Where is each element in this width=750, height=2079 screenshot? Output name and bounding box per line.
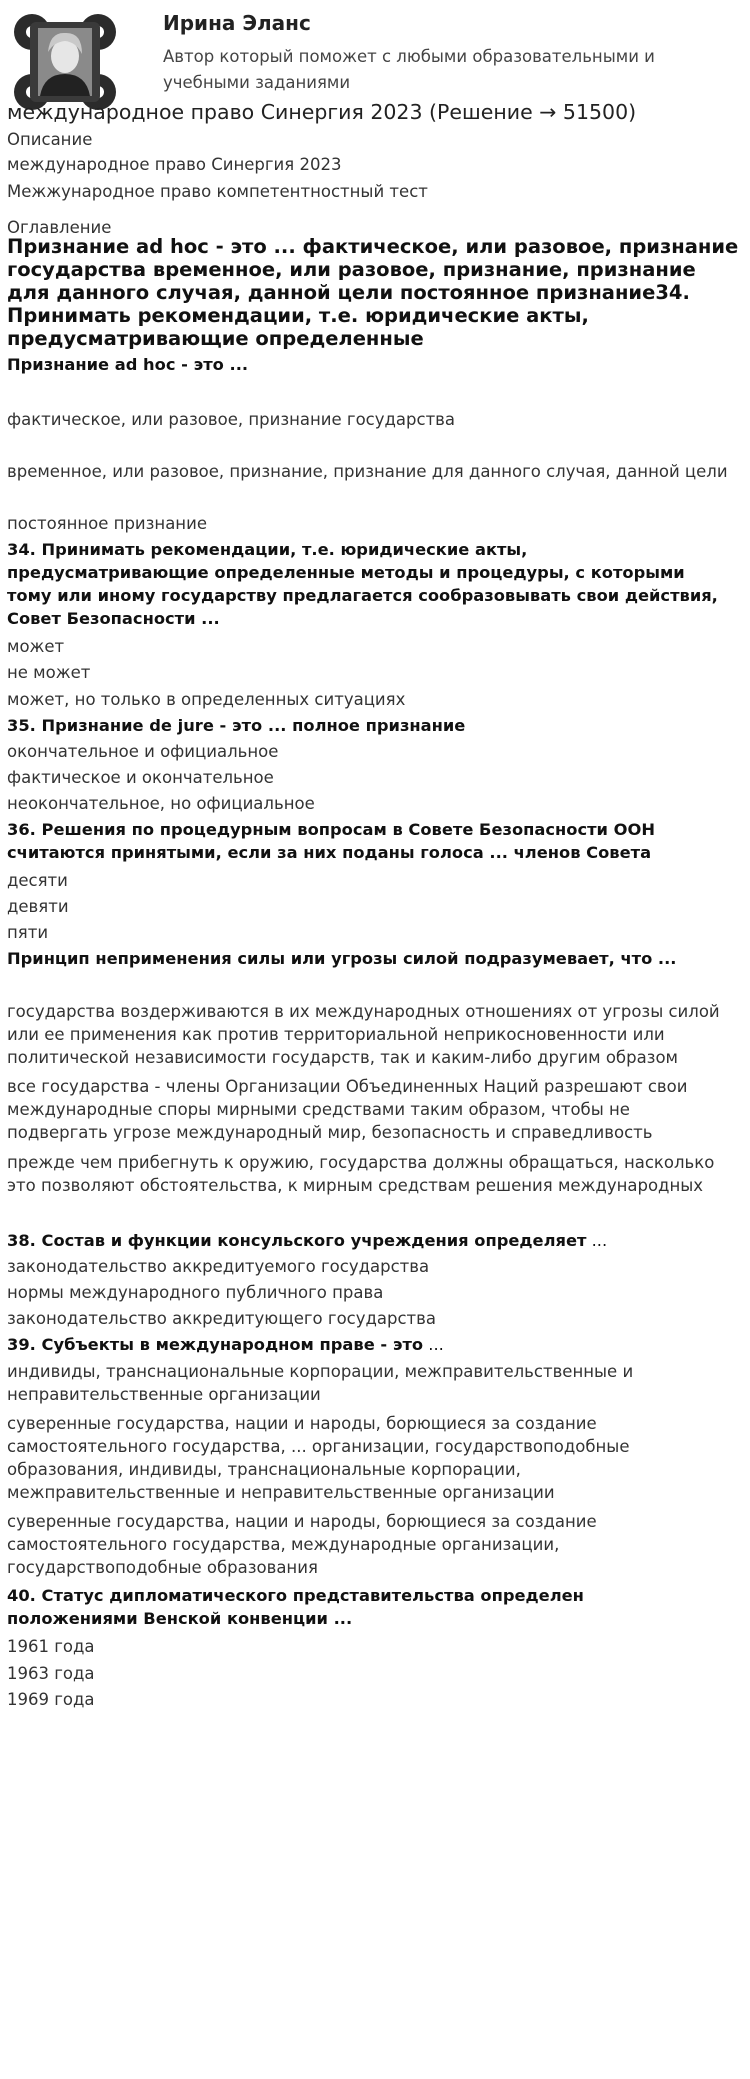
question: считаются принятыми, если за них поданы голоса ... членов Совета [7,843,652,862]
question: 40. Статус дипломатического представительства определен [7,1586,584,1605]
answer-option: окончательное и официальное [7,742,279,761]
author-description: Автор который поможет с любыми образовательными и учебными заданиями [163,47,655,92]
answer-option: законодательство аккредитующего государства [7,1309,437,1328]
answer-option: подвергать угрозе международный мир, безопасность и справедливость [7,1123,653,1142]
question: предусматривающие определенные методы и процедуры, с которыми [7,563,685,582]
question: Принцип неприменения силы или угрозы силой подразумевает, что ... [7,949,677,968]
description-line: международное право Синергия 2023 [7,155,342,174]
answer-option: государства воздерживаются в их международных отношениях от угрозы силой [7,1002,720,1021]
author-name: Ирина Эланс [163,11,311,35]
toc-line: предусматривающие определенные [7,327,424,350]
toc-line: для данного случая, данной цели постоянное признание34. [7,281,690,304]
answer-option: суверенные государства, нации и народы, борющиеся за создание [7,1512,597,1531]
answer-option: фактическое, или разовое, признание государства [7,410,456,429]
answer-option: межправительственные и неправительственные организации [7,1483,555,1502]
answer-option: самостоятельного государства, международные организации, [7,1535,560,1554]
answer-option: все государства - члены Организации Объединенных Наций разрешают свои [7,1077,688,1096]
answer-option: неправительственные организации [7,1385,321,1404]
answer-option: нормы международного публичного права [7,1283,384,1302]
answer-option: суверенные государства, нации и народы, борющиеся за создание [7,1414,597,1433]
answer-option: десяти [7,871,68,890]
question: Совет Безопасности ... [7,609,220,628]
question: 35. Признание de jure - это ... полное признание [7,716,466,735]
question: положениями Венской конвенции ... [7,1609,353,1628]
question: 39. Субъекты в международном праве - это ... [7,1335,444,1354]
question: тому или иному государству предлагается сообразовывать свои действия, [7,586,718,605]
answer-option: индивиды, транснациональные корпорации, межправительственные и [7,1362,634,1381]
description-label: Описание [7,130,93,149]
description-line: Межжународное право компетентностный тест [7,182,428,201]
question: Признание ad hoc - это ... [7,355,249,374]
question: 38. Состав и функции консульского учреждения определяет ... [7,1231,608,1250]
answer-option: политической независимости государств, так и каким-либо другим образом [7,1048,678,1067]
answer-option: постоянное признание [7,514,207,533]
answer-option: международные споры мирными средствами таким образом, чтобы не [7,1100,630,1119]
page-title: международное право Синергия 2023 (Решение → 51500) [7,100,637,124]
answer-option: государствоподобные образования [7,1558,318,1577]
answer-option: 1961 года [7,1637,95,1656]
answer-option: это позволяют обстоятельства, к мирным средствам решения международных [7,1176,704,1195]
answer-option: может [7,637,65,656]
answer-option: 1963 года [7,1664,95,1683]
toc-line: Признание ad hoc - это ... фактическое, или разовое, признание [7,235,739,258]
answer-option: 1969 года [7,1690,95,1709]
answer-option: девяти [7,897,69,916]
answer-option: пяти [7,923,49,942]
answer-option: неокончательное, но официальное [7,794,315,813]
answer-option: или ее применения как против территориальной неприкосновенности или [7,1025,665,1044]
answer-option: временное, или разовое, признание, признание для данного случая, данной цели [7,462,728,481]
toc-line: Принимать рекомендации, т.е. юридические акты, [7,304,589,327]
answer-option: самостоятельного государства, ... организации, государствоподобные [7,1437,630,1456]
answer-option: фактическое и окончательное [7,768,274,787]
answer-option: образования, индивиды, транснациональные корпорации, [7,1460,521,1479]
question: 36. Решения по процедурным вопросам в Совете Безопасности ООН [7,820,655,839]
toc-line: государства временное, или разовое, признание, признание [7,258,696,281]
answer-option: может, но только в определенных ситуациях [7,690,406,709]
toc-label: Оглавление [7,218,112,237]
answer-option: не может [7,663,91,682]
answer-option: прежде чем прибегнуть к оружию, государства должны обращаться, насколько [7,1153,715,1172]
answer-option: законодательство аккредитуемого государства [7,1257,430,1276]
question: 34. Принимать рекомендации, т.е. юридические акты, [7,540,528,559]
